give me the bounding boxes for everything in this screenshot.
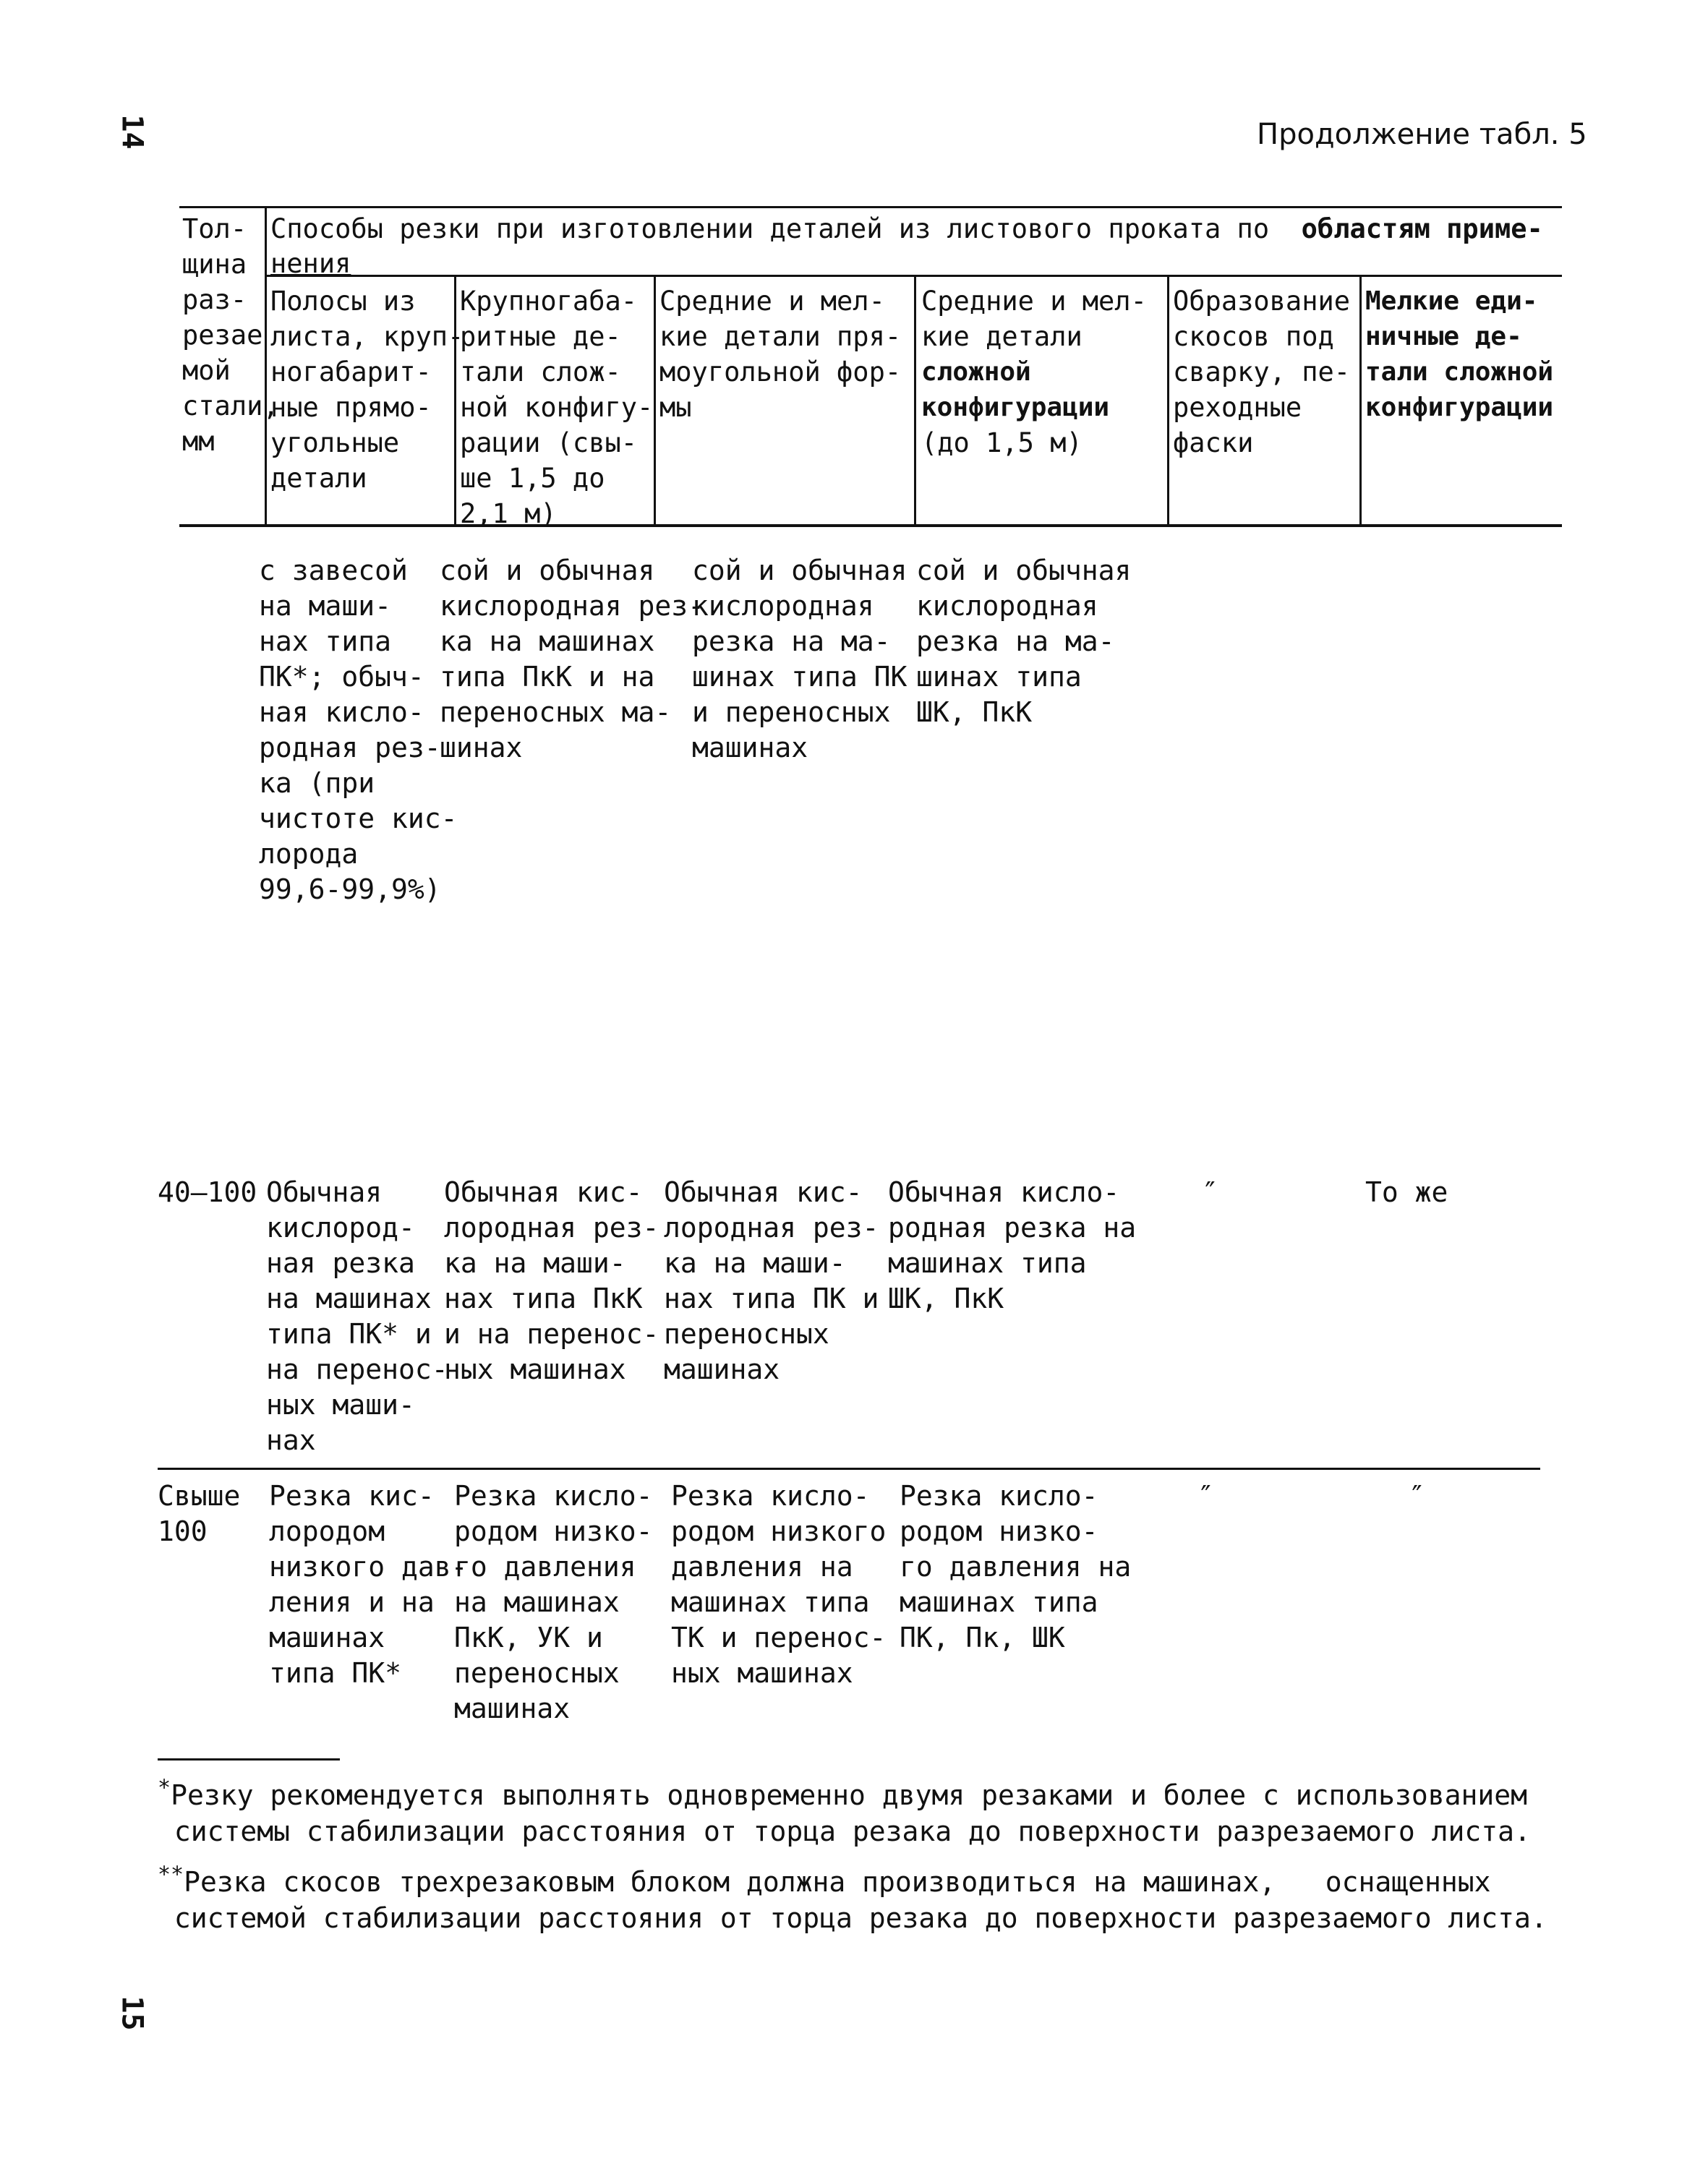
row3-thickness: Свыше 100 bbox=[158, 1480, 241, 1547]
row3-col3: Резка кисло- родом низкого давления на машинах типа ТК и перенос- ных машинах bbox=[671, 1480, 887, 1689]
header-bottom-rule bbox=[179, 524, 1562, 527]
header-col-small-single: Мелкие еди- ничные де- тали сложной конфигурации bbox=[1365, 286, 1554, 422]
footnote-1-text: Резку рекомендуется выполнять одновременно двумя резаками и более с использованием системы стабилизации расстояния от торца резака до поверхности разрезаемого листа. bbox=[171, 1779, 1531, 1847]
footnote-1 bbox=[158, 1777, 1531, 1849]
header-vline-4 bbox=[914, 275, 916, 526]
header-col-medium-rect: Средние и мел- кие детали пря- моугольной фор- мы bbox=[659, 286, 902, 423]
header-group-text: Способы резки при изготовлении деталей из листового проката по bbox=[270, 213, 1302, 244]
row2-col6: То же bbox=[1365, 1176, 1448, 1208]
row3-col6: ″ bbox=[1409, 1480, 1425, 1512]
header-col-medium-complex-bold: сложной конфигурации bbox=[921, 357, 1110, 422]
footnote-2-mark: ** bbox=[158, 1862, 184, 1888]
header-group-bold: областям приме- bbox=[1301, 213, 1543, 244]
row2-col2: Обычная кис- лородная рез- ка на маши- нах типа ПкК и на перенос- ных машинах bbox=[444, 1176, 659, 1385]
row3-col2: Резка кисло- родом низко- го давления на машинах ПкК, УК и переносных машинах bbox=[454, 1480, 653, 1724]
footnote-rule bbox=[158, 1758, 340, 1761]
row3-col4: Резка кисло- родом низко- го давления на машинах типа ПК, Пк, ШК bbox=[900, 1480, 1132, 1654]
header-col-medium-complex: Средние и мел- кие детали bbox=[921, 286, 1147, 352]
header-col-bevels: Образование скосов под сварку, пе- реходные фаски bbox=[1173, 286, 1351, 458]
row2-thickness: 40–100 bbox=[158, 1176, 257, 1208]
row1-col2: сой и обычная кислородная рез- ка на машинах типа ПкК и на переносных ма- шинах bbox=[440, 555, 705, 763]
header-top-rule bbox=[179, 206, 1562, 208]
row2-col5: ″ bbox=[1202, 1176, 1218, 1208]
header-thickness: Тол- щина раз- резае мой стали, мм bbox=[182, 213, 279, 457]
row3-col1: Резка кис- лородом низкого дав- ления и на машинах типа ПК* bbox=[269, 1480, 468, 1689]
header-col-strips: Полосы из листа, круп- ногабарит- ные прямо- угольные детали bbox=[270, 286, 464, 494]
row-separator bbox=[158, 1468, 1540, 1470]
header-vline-6 bbox=[1359, 275, 1362, 526]
row1-col1: с завесой на маши- нах типа ПК*; обыч- ная кисло- родная рез- ка (при чистоте кис- лорода 99,6-99,9%) bbox=[259, 555, 458, 905]
row1-col4: сой и обычная кислородная резка на ма- шинах типа ШК, ПкК bbox=[916, 555, 1132, 728]
header-vline-5 bbox=[1167, 275, 1169, 526]
row2-col1: Обычная кислород- ная резка на машинах типа ПК* и на перенос- ных маши- нах bbox=[266, 1176, 448, 1456]
row1-col3: сой и обычная кислородная резка на ма- шинах типа ПК и переносных машинах bbox=[692, 555, 908, 763]
page-number-bottom: 15 bbox=[115, 1995, 149, 2031]
footnote-2 bbox=[158, 1864, 1547, 1936]
header-group-rule bbox=[265, 275, 1562, 277]
row2-col3: Обычная кис- лородная рез- ка на маши- нах типа ПК и переносных машинах bbox=[664, 1176, 879, 1385]
header-group-tail: нения bbox=[270, 248, 351, 279]
table-continuation-label: Продолжение табл. 5 bbox=[1257, 118, 1587, 151]
footnote-1-mark: * bbox=[158, 1775, 171, 1801]
header-col-medium-complex-size: (до 1,5 м) bbox=[921, 427, 1083, 458]
row3-col5: ″ bbox=[1197, 1480, 1214, 1512]
header-group-title bbox=[270, 211, 1543, 247]
header-vline-3 bbox=[654, 275, 656, 526]
row2-col4: Обычная кисло- родная резка на машинах типа ШК, ПкК bbox=[888, 1176, 1137, 1314]
footnote-2-text: Резка скосов трехрезаковым блоком должна производиться на машинах, оснащенных системой стабилизации расстояния от торца резака до поверхности разрезаемого листа. bbox=[174, 1866, 1547, 1934]
header-col-large-complex: Крупногаба- ритные де- тали слож- ной конфигу- рации (свы- ше 1,5 до 2,1 м) bbox=[460, 286, 654, 529]
page-number-top: 14 bbox=[115, 114, 149, 150]
